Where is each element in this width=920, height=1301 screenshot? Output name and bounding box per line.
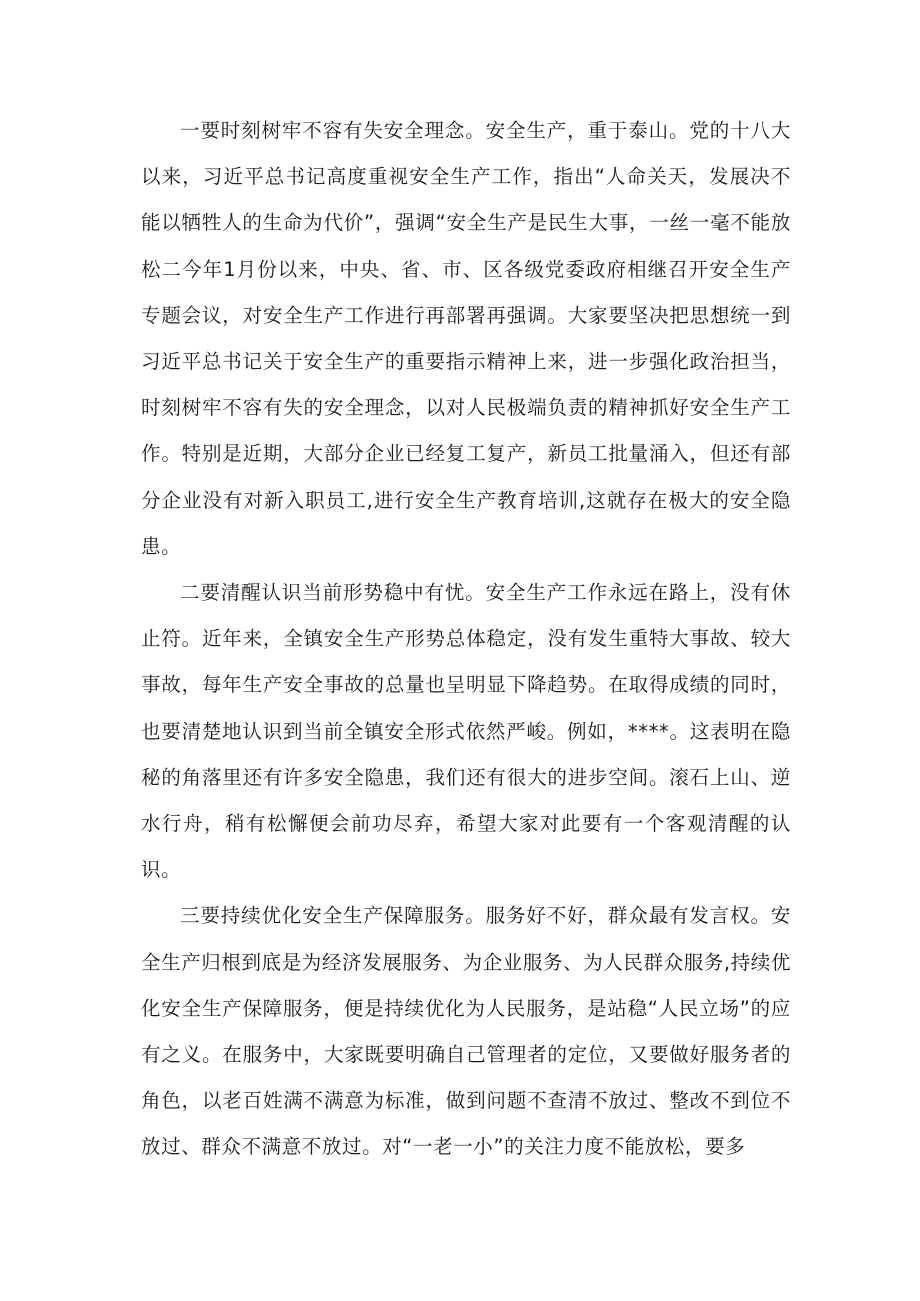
- document-body: [141, 108, 791, 1171]
- paragraph-service-optimization: 三要持续优化安全生产保障服务。服务好不好，群众最有发言权。安全生产归根到底是为经济发展服务、为企业服务、为人民群众服务,持续优化安全生产保障服务，便是持续优化为人民服务，是站稳“人民立场”的应有之义。在服务中，大家既要明确自己管理者的定位，又要做好服务者的角色，以老百姓满不满意为标准，做到问题不查清不放过、整改不到位不放过、群众不满意不放过。对“一老一小”的关注力度不能放松，要多: [141, 904, 791, 1159]
- paragraph-safety-concept: 一要时刻树牢不容有失安全理念。安全生产，重于泰山。党的十八大以来，习近平总书记高度重视安全生产工作，指出“人命关天，发展决不能以牺牲人的生命为代价”，强调“安全生产是民生大事，一丝一毫不能放松二今年1月份以来，中央、省、市、区各级党委政府相继召开安全生产专题会议，对安全生产工作进行再部署再强调。大家要坚决把思想统一到习近平总书记关于安全生产的重要指示精神上来，进一步强化政治担当，时刻树牢不容有失的安全理念，以对人民极端负责的精神抓好安全生产工作。特别是近期，大部分企业已经复工复产，新员工批量涌入，但还有部分企业没有对新入职员工,进行安全生产教育培训,这就存在极大的安全隐患。: [141, 119, 791, 558]
- paragraph-current-situation: 二要清醒认识当前形势稳中有忧。安全生产工作永远在路上，没有休止符。近年来，全镇安全生产形势总体稳定，没有发生重特大事故、较大事故，每年生产安全事故的总量也呈明显下降趋势。在取得成绩的同时，也要清楚地认识到当前全镇安全形式依然严峻。例如，****。这表明在隐秘的角落里还有许多安全隐患，我们还有很大的进步空间。滚石上山、逆水行舟，稍有松懈便会前功尽弃，希望大家对此要有一个客观清醒的认识。: [141, 581, 791, 882]
